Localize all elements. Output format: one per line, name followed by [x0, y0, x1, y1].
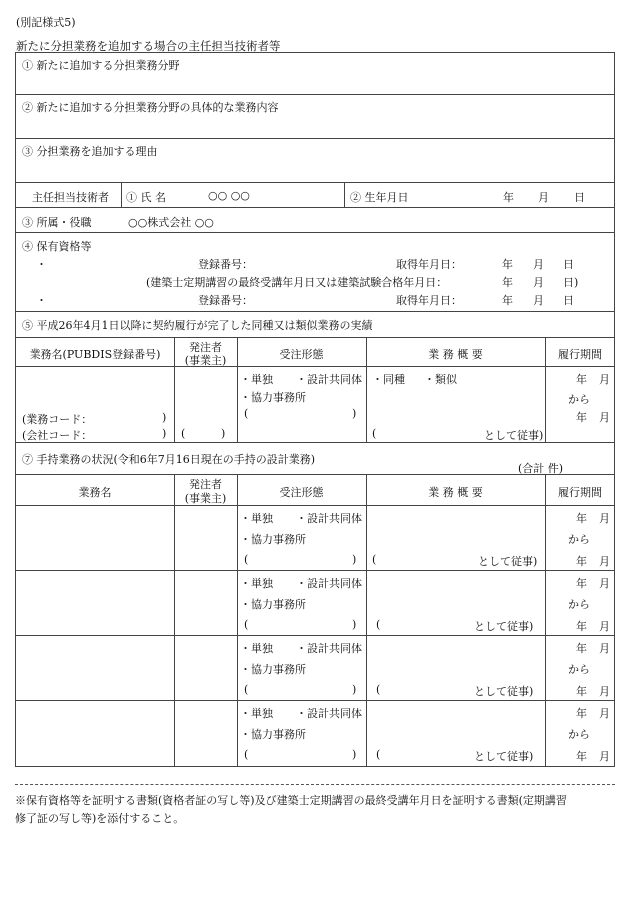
client-paren-close: ) [221, 427, 226, 440]
section-1-box[interactable] [15, 52, 615, 95]
engaged-label: として従事) [474, 685, 534, 698]
header-client-sub-7: (事業主) [184, 492, 227, 505]
header-period-7: 履行期間 [558, 486, 602, 499]
section-7-label: ⑦ 手持業務の状況(令和6年7月16日現在の手持の設計業務) [22, 453, 316, 466]
coop-paren-open: ( [244, 683, 249, 696]
engaged-paren-open: ( [376, 618, 381, 631]
birth-year[interactable]: 年 [503, 191, 514, 204]
section-5-table [15, 311, 615, 443]
period-start-year[interactable]: 年 [576, 642, 587, 655]
coop-paren-close: ) [352, 748, 357, 761]
engaged-paren-open: ( [372, 553, 377, 566]
engaged-paren-open: ( [376, 748, 381, 761]
acq-date-label-2: 取得年月日： [396, 294, 462, 307]
note-month[interactable]: 月 [533, 276, 544, 289]
engaged-label: として従事) [474, 750, 534, 763]
period-end-month[interactable]: 月 [599, 620, 610, 633]
birth-day[interactable]: 日 [574, 191, 585, 204]
header-summary: 業 務 概 要 [428, 348, 483, 361]
engineer-label: 主任担当技術者 [32, 191, 109, 204]
period-end-year[interactable]: 年 [576, 620, 587, 633]
name-label: ① 氏 名 [126, 191, 166, 204]
period-from: から [568, 393, 590, 406]
acq-day-2[interactable]: 日 [563, 294, 574, 307]
period-start-month[interactable]: 月 [599, 707, 610, 720]
header-summary-7: 業 務 概 要 [428, 486, 483, 499]
client-paren-open: ( [181, 427, 186, 440]
option-coop[interactable]: ・協力事務所 [240, 598, 306, 611]
engineer-row [15, 182, 615, 208]
coop-paren-open: ( [244, 407, 249, 420]
coop-paren-close: ) [352, 407, 357, 420]
option-same[interactable]: ・同種 [372, 373, 405, 386]
option-coop[interactable]: ・協力事務所 [240, 728, 306, 741]
birth-month[interactable]: 月 [538, 191, 549, 204]
section-5-label: ⑤ 平成26年4月1日以降に契約履行が完了した同種又は類似業務の実績 [22, 319, 373, 332]
header-client-sub: (事業主) [184, 354, 227, 367]
section-7-table [15, 442, 615, 767]
period-start-year[interactable]: 年 [576, 512, 587, 525]
period-start-month[interactable]: 月 [599, 642, 610, 655]
engaged-paren-open: ( [376, 683, 381, 696]
footnote-divider [15, 784, 615, 785]
period-from: から [568, 598, 590, 611]
option-joint[interactable]: ・設計共同体 [296, 512, 362, 525]
engaged-paren-open: ( [372, 427, 377, 440]
engaged-label: として従事) [474, 620, 534, 633]
affiliation-label: ③ 所属・役職 [22, 216, 92, 229]
company-code-label: (会社コード： [22, 429, 93, 442]
reg-no-label-1: 登録番号： [198, 258, 253, 271]
header-order-form-7: 受注形態 [279, 486, 324, 499]
option-single[interactable]: ・単独 [240, 642, 273, 655]
acq-month-2[interactable]: 月 [533, 294, 544, 307]
option-single[interactable]: ・単独 [240, 707, 273, 720]
header-period: 履行期間 [558, 348, 602, 361]
acq-day-1[interactable]: 日 [563, 258, 574, 271]
period-end-year[interactable]: 年 [576, 750, 587, 763]
qualification-note: (建築士定期講習の最終受講年月日又は建築試験合格年月日： [146, 276, 448, 289]
coop-paren-open: ( [244, 748, 249, 761]
header-order-form: 受注形態 [279, 348, 324, 361]
qualification-label: ④ 保有資格等 [22, 240, 92, 253]
period-start-year[interactable]: 年 [576, 707, 587, 720]
header-client-7: 発注者 [189, 478, 222, 491]
acq-year-2[interactable]: 年 [502, 294, 513, 307]
header-work-name: 業務名 [78, 486, 112, 499]
document-label: (別記様式5) [16, 16, 76, 29]
option-joint[interactable]: ・設計共同体 [296, 577, 362, 590]
header-work-name-pubdis: 業務名(PUBDIS登録番号) [29, 348, 161, 361]
period-from: から [568, 533, 590, 546]
period-end-month[interactable]: 月 [599, 750, 610, 763]
section-3-box[interactable] [15, 138, 615, 183]
total-count: (合計 件) [518, 462, 564, 475]
acq-date-label-1: 取得年月日： [396, 258, 462, 271]
coop-paren-open: ( [244, 618, 249, 631]
qualification-box [15, 232, 615, 312]
page-title: 新たに分担業務を追加する場合の主任担当技術者等 [16, 39, 281, 53]
period-end-year[interactable]: 年 [576, 685, 587, 698]
engaged-label: として従事) [484, 429, 544, 442]
option-single[interactable]: ・単独 [240, 373, 273, 386]
birth-date-label: ② 生年月日 [350, 191, 409, 204]
period-start-month[interactable]: 月 [599, 373, 610, 386]
header-client: 発注者 [189, 341, 222, 354]
coop-paren-close: ) [352, 618, 357, 631]
period-end-year[interactable]: 年 [576, 555, 587, 568]
footnote-line-2: 修了証の写し等)を添付すること。 [15, 812, 185, 825]
section-2-label: ② 新たに追加する分担業務分野の具体的な業務内容 [22, 101, 279, 114]
option-coop[interactable]: ・協力事務所 [240, 391, 306, 404]
period-from: から [568, 728, 590, 741]
period-start-year[interactable]: 年 [576, 577, 587, 590]
section-1-label: ① 新たに追加する分担業務分野 [22, 59, 180, 72]
reg-no-label-2: 登録番号： [198, 294, 253, 307]
option-single[interactable]: ・単独 [240, 512, 273, 525]
coop-paren-close: ) [352, 683, 357, 696]
section-3-label: ③ 分担業務を追加する理由 [22, 145, 158, 158]
footnote-line-1: ※保有資格等を証明する書類(資格者証の写し等)及び建築士定期講習の最終受講年月日を証明する書類(定期講習 [15, 794, 567, 807]
acq-month-1[interactable]: 月 [533, 258, 544, 271]
note-year[interactable]: 年 [502, 276, 513, 289]
note-day[interactable]: 日) [563, 276, 579, 289]
option-coop[interactable]: ・協力事務所 [240, 533, 306, 546]
option-coop[interactable]: ・協力事務所 [240, 663, 306, 676]
work-code-label: (業務コード： [22, 413, 93, 426]
coop-paren-close: ) [352, 553, 357, 566]
acq-year-1[interactable]: 年 [502, 258, 513, 271]
option-joint[interactable]: ・設計共同体 [296, 707, 362, 720]
name-value[interactable]: ○○ ○○ [208, 189, 250, 202]
option-joint[interactable]: ・設計共同体 [296, 373, 362, 386]
coop-paren-open: ( [244, 553, 249, 566]
period-start-month[interactable]: 月 [599, 512, 610, 525]
company-code-close: ) [162, 427, 167, 440]
period-start-year[interactable]: 年 [576, 373, 587, 386]
affiliation-value[interactable]: ○○株式会社 ○○ [128, 216, 214, 229]
work-code-close: ) [162, 411, 167, 424]
option-similar[interactable]: ・類似 [424, 373, 457, 386]
period-end-month[interactable]: 月 [599, 411, 610, 424]
period-end-year[interactable]: 年 [576, 411, 587, 424]
period-from: から [568, 663, 590, 676]
engaged-label: として従事) [478, 555, 538, 568]
section-2-box[interactable] [15, 94, 615, 139]
option-single[interactable]: ・単独 [240, 577, 273, 590]
option-joint[interactable]: ・設計共同体 [296, 642, 362, 655]
period-start-month[interactable]: 月 [599, 577, 610, 590]
qual-bullet-1: ・ [36, 258, 47, 271]
period-end-month[interactable]: 月 [599, 555, 610, 568]
period-end-month[interactable]: 月 [599, 685, 610, 698]
affiliation-row [15, 207, 615, 233]
qual-bullet-2: ・ [36, 294, 47, 307]
